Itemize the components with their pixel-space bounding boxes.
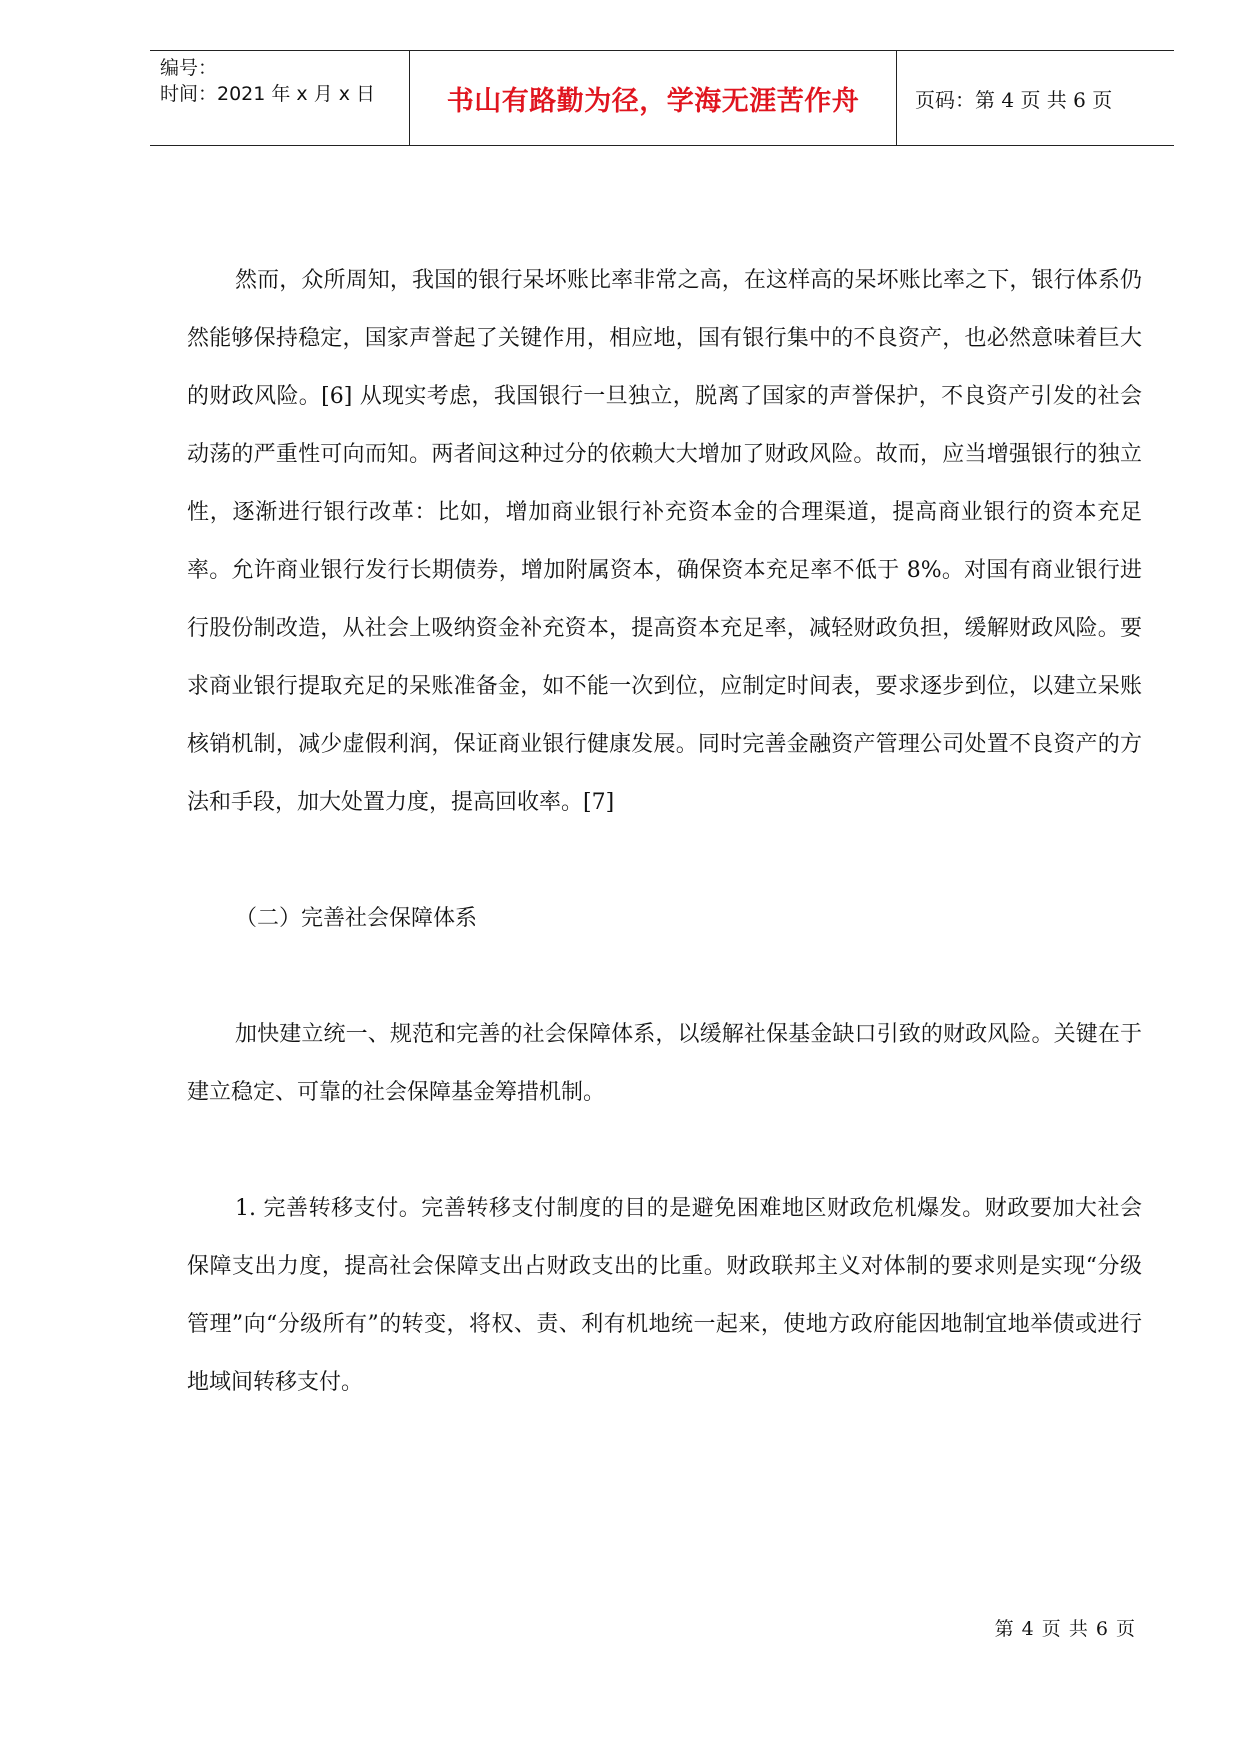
header-motto: 书山有路勤为径，学海无涯苦作舟 (409, 51, 897, 145)
section-heading: （二）完善社会保障体系 (235, 906, 478, 931)
body-paragraph: 然而，众所周知，我国的银行呆坏账比率非常之高，在这样高的呆坏账比率之下，银行体系仍然能够保持稳定，国家声誉起了关键作用，相应地，国有银行集中的不良资产，也必然意味着巨大的财政风险。[6] 从现实考虑，我国银行一旦独立，脱离了国家的声誉保护，不良资产引发的社会动荡的严重性可向而知。两者间这种过分的依赖大大增加了财政风险。故而，应当增强银行的独立性，逐渐进行银行改革：比如，增加商业银行补充资本金的合理渠道，提高商业银行的资本充足率。允许商业银行发行长期债券，增加附属资本，确保资本充足率不低于 8%。对国有商业银行进行股份制改造，从社会上吸纳资金补充资本，提高资本充足率，减轻财政负担，缓解财政风险。要求商业银行提取充足的呆账准备金，如不能一次到位，应制定时间表，要求逐步到位，以建立呆账核销机制，减少虚假利润，保证商业银行健康发展。同时完善金融资产管理公司处置不良资产的方法和手段，加大处置力度，提高回收率。[7] (187, 268, 1142, 815)
page-header (150, 50, 1174, 146)
serial-number-label: 编号： (160, 57, 218, 79)
page-footer: 第 4 页 共 6 页 (994, 1618, 1136, 1640)
header-meta (160, 51, 410, 149)
body-paragraph: 加快建立统一、规范和完善的社会保障体系，以缓解社保基金缺口引致的财政风险。关键在于建立稳定、可靠的社会保障基金筹措机制。 (187, 1022, 1142, 1105)
time-label: 时间：2021 年 x 月 x 日 (160, 83, 376, 105)
body-paragraph: 1. 完善转移支付。完善转移支付制度的目的是避免困难地区财政危机爆发。财政要加大社会保障支出力度，提高社会保障支出占财政支出的比重。财政联邦主义对体制的要求则是实现“分级管理”向“分级所有”的转变，将权、责、利有机地统一起来，使地方政府能因地制宜地举债或进行地域间转移支付。 (187, 1196, 1142, 1395)
header-page-number: 页码：第 4 页 共 6 页 (915, 87, 1113, 112)
document-body (187, 252, 1142, 1412)
